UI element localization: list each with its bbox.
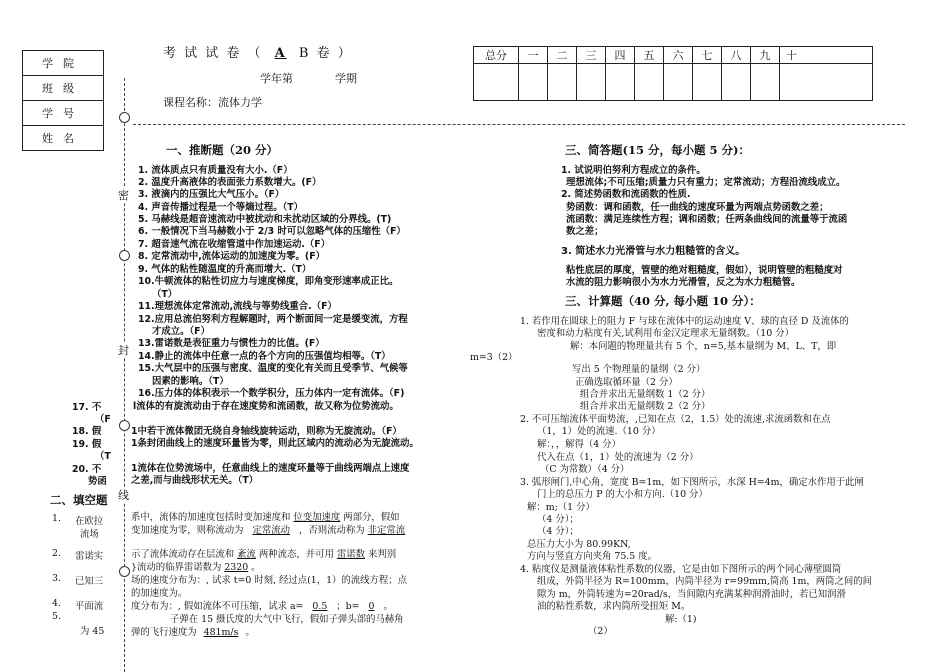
frag-text: 17. 不: [72, 402, 102, 413]
fill-text: 弹的飞行速度为: [131, 627, 197, 638]
score-header-4: 四: [606, 47, 635, 64]
fill-answer: 定常流动: [252, 525, 291, 536]
fill-text: 系中，流体的加速度包括时变加速度和: [131, 512, 291, 523]
fill-line: 场的速度分布为：, 试求 t=0 时刻, 经过点(1，1）的流线方程；点: [131, 575, 408, 586]
fill-line: 子弹在 15 摄氏度的大气中飞行，假如子弹头部的马赫角: [170, 614, 404, 625]
score-cell: [635, 64, 664, 101]
fill-text: 变加速度为零，则称流动为: [131, 525, 244, 536]
score-header-5: 五: [635, 47, 664, 64]
tf-item: l流体的有旋流动由于存在速度势和流函数，故又称为位势流动。: [133, 401, 399, 412]
tf-item: 1流体在位势流场中，任意曲线上的速度环量等于曲线两端点上速度: [131, 463, 410, 474]
frag-num: 1.: [52, 513, 61, 524]
calc-line: 2. 不可压缩流体平面势流，,已知在点（2，1.5）处的流速,求流函数和在点: [520, 414, 831, 425]
score-header-7: 七: [693, 47, 722, 64]
tf-item: 才成立。（F）: [152, 326, 210, 337]
tf-item: （T）: [152, 289, 178, 300]
short-answer: 水流的阻力影响很小为水力光滑管，反之为水力粗糙管。: [566, 277, 801, 288]
short-question: 1. 试说明伯努利方程成立的条件。: [561, 165, 706, 176]
section4-title: 三、计算题（40 分, 每小题 10 分）：: [565, 294, 761, 308]
score-header-total: 总分: [474, 47, 519, 64]
binding-seal-char: 线: [118, 489, 129, 502]
course-name: 课程名称：流体力学: [163, 96, 262, 109]
fill-answer: 位变加速度: [293, 512, 341, 523]
binding-line: [124, 78, 125, 672]
info-student-id: 学号: [23, 101, 104, 126]
binding-hole-icon: [119, 250, 130, 261]
tf-item: 7. 超音速气流在收缩管道中作加速运动.（F）: [138, 239, 331, 250]
frag-text: 已知三: [75, 576, 104, 587]
short-answer: 势函数：调和函数，任一曲线的速度环量为两端点势函数之差；: [566, 202, 829, 213]
tf-item: 3. 液滴内的压强比大气压小。（F）: [138, 189, 285, 200]
calc-line: 1. 若作用在圆球上的阻力 F 与球在流体中的运动速度 V、球的直径 D 及流体的: [520, 316, 849, 327]
tf-item: 14.静止的流体中任意一点的各个方向的压强值均相等。（T）: [138, 351, 391, 362]
tf-item: 1条封闭曲线上的速度环量皆为零，则此区域内的流动必为无旋流动。: [131, 438, 419, 449]
calc-line: 写出 5 个物理量的量纲（2 分）: [572, 364, 706, 375]
tf-item: 16.压力体的体积表示一个数学积分，压力体内一定有流体。（F): [138, 388, 405, 399]
fill-text: 来判别: [368, 549, 397, 560]
short-answer: 数之差；: [566, 226, 604, 237]
frag-text: 流场: [80, 529, 99, 540]
fill-text: 两种流态，并可用: [258, 549, 334, 560]
score-table: [473, 46, 873, 101]
fill-text: 。: [245, 627, 255, 638]
score-cell: [548, 64, 577, 101]
tf-item: 11.理想流体定常流动,流线与等势线重合.（F）: [138, 301, 337, 312]
frag-text: （T: [95, 451, 111, 462]
fill-answer: 非定常流: [367, 525, 406, 536]
info-college: 学院: [23, 51, 104, 76]
frag-num: 3.: [52, 573, 61, 584]
calc-line: 组合并求出无量纲数 2（2 分）: [580, 401, 711, 412]
fill-answer: 0.5: [312, 601, 328, 612]
info-name: 姓名: [23, 126, 104, 151]
tf-item: 5. 马赫线是超音速流动中被扰动和未扰动区域的分界线。(T): [138, 214, 392, 225]
score-header-3: 三: [577, 47, 606, 64]
fill-text: 两部分，假如: [343, 512, 400, 523]
title-prefix: 考 试 试 卷 （: [163, 46, 263, 61]
tf-item: 因素的影响。（T）: [152, 376, 229, 387]
calc-line: 组成，外筒半径为 R=100mm，内筒半径为 r=99mm,筒高 1m，两筒之间的间: [537, 576, 873, 587]
fill-text: 度分布为：, 假如流体不可压缩，试求 a=: [131, 601, 304, 612]
calc-line: 解:（1): [665, 614, 697, 625]
score-header-9: 九: [751, 47, 780, 64]
calc-line: （1，1）处的流速.（10 分）: [537, 426, 661, 437]
score-cell: [606, 64, 635, 101]
stray-note: m=3（2）: [470, 352, 518, 363]
frag-text: 平面流: [75, 601, 104, 612]
fill-text: 。: [383, 601, 393, 612]
calc-line: 解：，，解得（4 分）: [537, 439, 621, 450]
binding-hole-icon: [119, 112, 130, 123]
tf-item: 1中若干流体微团无绕自身轴线旋转运动，则称为无旋流动。（F）: [131, 426, 402, 437]
score-cell: [751, 64, 780, 101]
fill-text: 示了流体流动存在层流和: [131, 549, 235, 560]
fill-line: [131, 624, 255, 638]
tf-item: 12.应用总流伯努利方程解题时，两个断面间一定是缓变流，方程: [138, 314, 408, 325]
calc-line: 代入在点（1，1）处的流速为（2 分）: [537, 452, 699, 463]
score-cell: [722, 64, 751, 101]
frag-num: 4.: [52, 598, 61, 609]
tf-item: 4. 声音传播过程是一个等熵过程。（T）: [138, 202, 304, 213]
title-version-a: A: [274, 46, 287, 61]
short-answer: 理想流体;不可压缩;质量力只有重力；定常流动；方程沿流线成立。: [566, 177, 846, 188]
tf-item: 10.牛顿流体的粘性切应力与速度梯度，即角变形速率成正比。: [138, 276, 399, 287]
fill-text: 。: [251, 562, 261, 573]
calc-line: 解：m;（1 分）: [527, 502, 595, 513]
fill-answer: 紊流: [237, 549, 256, 560]
fill-line: [131, 546, 396, 560]
section1-title: 一、推断题（20 分）: [166, 143, 279, 157]
fill-text: ，否则流动称为: [299, 525, 365, 536]
tf-item: 1. 流体质点只有质量没有大小.（F）: [138, 165, 293, 176]
calc-line: 门上的总压力 P 的大小和方向.（10 分）: [537, 489, 708, 500]
section3-title: 三、简答题(15 分，每小题 5 分)：: [565, 143, 750, 157]
fill-line: [131, 559, 261, 573]
binding-hole-icon: [119, 420, 130, 431]
tf-item: 2. 温度升高液体的表面张力系数增大。(F）: [138, 177, 322, 188]
binding-seal-char: 密: [118, 189, 129, 202]
frag-text: （F: [95, 414, 111, 425]
frag-text: 19. 假: [72, 439, 102, 450]
binding-hole-icon: [119, 566, 130, 577]
term-year: 学年第: [260, 72, 293, 85]
binding-seal-char: 封: [118, 344, 129, 357]
calc-line: 解：本问题的物理量共有 5 个，n=5,基本量纲为 M、L、T，即: [570, 341, 837, 352]
score-cell: [693, 64, 722, 101]
frag-num: 2.: [52, 548, 61, 559]
section2-title: 二、填空题: [50, 493, 108, 507]
frag-text: 为 45: [80, 626, 105, 637]
calc-line: （4 分）；: [537, 514, 579, 525]
fill-answer: 0: [368, 601, 375, 612]
calc-line: 方向与竖直方向夹角 75.5 度。: [527, 551, 657, 562]
score-header-6: 六: [664, 47, 693, 64]
short-question: 3. 简述水力光滑管与水力粗糙管的含义。: [561, 246, 746, 257]
calc-line: 组合并求出无量纲数 1（2 分）: [580, 389, 711, 400]
calc-line: 3. 弧形闸门,中心角，宽度 B=1m，如下图所示，水深 H=4m，确定水作用于此闸: [520, 477, 864, 488]
short-answer: 流函数：满足连续性方程；调和函数；任两条曲线间的流量等于流函: [566, 214, 848, 225]
score-cell: [664, 64, 693, 101]
calc-line: 4. 粘度仪是测量液体粘性系数的仪器，它是由如下图所示的两个同心薄壁圆筒: [520, 564, 842, 575]
calc-line: （4 分）；: [537, 526, 579, 537]
frag-text: 势函: [88, 476, 107, 487]
score-cell: [519, 64, 548, 101]
calc-line: 总压力大小为 80.99KN,: [527, 539, 631, 550]
tf-item: 15.大气层中的压强与密度、温度的变化有关而且受季节、气候等: [138, 363, 408, 374]
student-info-table: [22, 50, 104, 151]
score-header-2: 二: [548, 47, 577, 64]
fill-text: }流动的临界雷诺数为: [131, 562, 222, 573]
exam-title: [163, 42, 353, 61]
frag-text: 雷诺实: [75, 551, 104, 562]
calc-line: 油的粘性系数，求内筒所受扭矩 M。: [537, 601, 691, 612]
info-class: 班级: [23, 76, 104, 101]
short-question: 2. 简述势函数和流函数的性质.: [561, 189, 691, 200]
tf-item: 6. 一般情况下当马赫数小于 2/3 时可以忽略气体的压缩性（F）: [138, 226, 406, 237]
calc-line: （2）: [588, 626, 613, 637]
fill-text: ；b=: [336, 601, 360, 612]
calc-line: 正确选取循环量（2 分）: [575, 377, 678, 388]
fill-line: [131, 509, 400, 523]
frag-text: 在欧拉: [75, 516, 104, 527]
score-header-8: 八: [722, 47, 751, 64]
frag-num: 5.: [52, 611, 61, 622]
score-cell: [474, 64, 519, 101]
score-header-1: 一: [519, 47, 548, 64]
tf-item: 之差,而与曲线形状无关。（T）: [131, 475, 259, 486]
tf-item: 9. 气体的粘性随温度的升高而增大.（T）: [138, 264, 312, 275]
tf-item: 8. 定常流动中,流体运动的加速度为零。(F）: [138, 251, 325, 262]
short-answer: 粘性底层的厚度，管壁的绝对粗糙度，假如），说明管壁的粗糙度对: [566, 265, 843, 276]
score-cell: [780, 64, 873, 101]
term-semester: 学期: [335, 72, 357, 85]
tf-item: 13.雷诺数是表征重力与惯性力的比值。(F）: [138, 338, 325, 349]
fill-line: [131, 522, 405, 536]
calc-line: （C 为常数）（4 分）: [540, 464, 630, 475]
score-header-10: 十: [780, 47, 873, 64]
calc-line: 隙为 m，外筒转速为=20rad/s，当间隙内充满某种润滑油时，若已知润滑: [537, 589, 846, 600]
fill-line: 的加速度为。: [131, 588, 188, 599]
header-divider: [133, 124, 905, 125]
calc-line: 密度和动力粘度有关,试利用布金汉定理求无量纲数。（10 分）: [537, 328, 794, 339]
frag-text: 18. 假: [72, 426, 102, 437]
score-cell: [577, 64, 606, 101]
fill-line: [131, 598, 393, 612]
fill-answer: 481m/s: [203, 627, 239, 638]
fill-answer: 2320: [224, 562, 249, 573]
title-suffix: B 卷 ）: [298, 46, 353, 61]
frag-text: 20. 不: [72, 464, 102, 475]
fill-answer: 雷诺数: [336, 549, 366, 560]
